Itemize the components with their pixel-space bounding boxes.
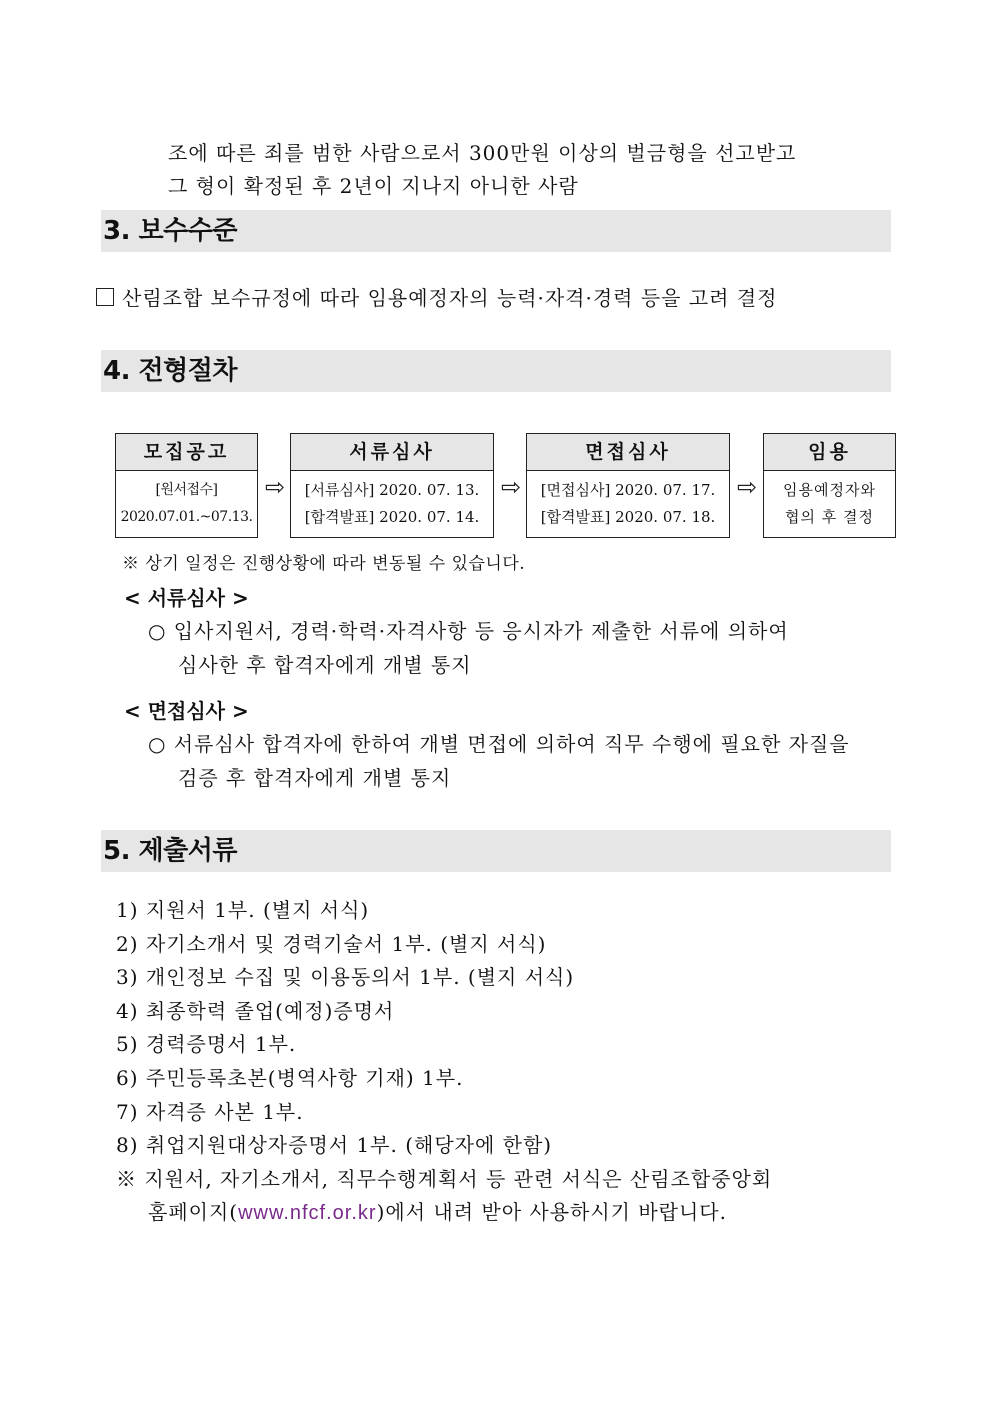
step-interview-line1: [면접심사] 2020. 07. 17.	[540, 481, 716, 499]
step-recruit-line2: 2020.07.01.~07.13.	[120, 509, 253, 525]
list-item: 5) 경력증명서 1부.	[116, 1032, 297, 1057]
step-recruit-box	[115, 433, 258, 538]
arrow-right-icon: ⇨	[737, 473, 758, 501]
doc-review-line-2: 심사한 후 합격자에게 개별 통지	[178, 653, 472, 677]
checkbox-icon	[96, 288, 114, 306]
step-document-box	[290, 433, 494, 538]
list-item: 6) 주민등록초본(병역사항 기재) 1부.	[116, 1065, 464, 1090]
step-document-line2: [합격발표] 2020. 07. 14.	[304, 508, 480, 526]
list-item: 2) 자기소개서 및 경력기술서 1부. (별지 서식)	[116, 931, 547, 956]
schedule-note: ※ 상기 일정은 진행상황에 따라 변동될 수 있습니다.	[122, 554, 526, 574]
list-item: 7) 자격증 사본 1부.	[116, 1099, 304, 1124]
step-interview-box	[526, 433, 730, 538]
step-document-title: 서류심사	[291, 434, 493, 471]
document-list	[116, 894, 772, 1231]
section-3-body	[96, 281, 778, 315]
forms-note-line-1: ※ 지원서, 자기소개서, 직무수행계획서 등 관련 서식은 산림조합중앙회	[116, 1166, 773, 1191]
step-appoint-line2: 협의 후 결정	[785, 508, 874, 526]
section-5-title: 5. 제출서류	[101, 830, 891, 872]
step-recruit-line1: [원서접수]	[155, 482, 218, 498]
forms-note-line-2	[116, 1196, 772, 1231]
list-item: 8) 취업지원대상자증명서 1부. (해당자에 한함)	[116, 1133, 553, 1158]
step-recruit-title: 모집공고	[116, 434, 257, 471]
arrow-right-icon: ⇨	[265, 473, 286, 501]
section-3-text: 산림조합 보수규정에 따라 임용예정자의 능력·자격·경력 등을 고려 결정	[122, 286, 778, 310]
arrow-right-icon: ⇨	[501, 473, 522, 501]
section-4-title: 4. 전형절차	[101, 350, 891, 392]
forms-note-pre: 홈페이지(	[148, 1200, 239, 1225]
interview-heading: < 면접심사 >	[124, 699, 249, 723]
step-appoint-title: 임용	[764, 434, 895, 471]
doc-review-line-1: ○ 입사지원서, 경력·학력·자격사항 등 응시자가 제출한 서류에 의하여	[148, 619, 789, 643]
forms-note-post: )에서 내려 받아 사용하시기 바랍니다.	[376, 1200, 727, 1225]
interview-line-1: ○ 서류심사 합격자에 한하여 개별 면접에 의하여 직무 수행에 필요한 자질을	[148, 732, 850, 756]
interview-line-2: 검증 후 합격자에게 개별 통지	[178, 766, 452, 790]
intro-line-1: 조에 따른 죄를 범한 사람으로서 300만원 이상의 벌금형을 선고받고	[168, 141, 797, 165]
list-item: 1) 지원서 1부. (별지 서식)	[116, 898, 370, 922]
step-interview-line2: [합격발표] 2020. 07. 18.	[540, 508, 716, 526]
homepage-link[interactable]: www.nfcf.or.kr	[238, 1202, 377, 1225]
list-item: 3) 개인정보 수집 및 이용동의서 1부. (별지 서식)	[116, 965, 575, 990]
section-3-title: 3. 보수수준	[101, 210, 891, 252]
step-appoint-box	[763, 433, 896, 538]
list-item: 4) 최종학력 졸업(예정)증명서	[116, 998, 395, 1023]
intro-line-2: 그 형이 확정된 후 2년이 지나지 아니한 사람	[168, 174, 579, 198]
step-interview-title: 면접심사	[527, 434, 729, 471]
doc-review-heading: < 서류심사 >	[124, 586, 249, 610]
step-appoint-line1: 임용예정자와	[783, 481, 876, 499]
step-document-line1: [서류심사] 2020. 07. 13.	[304, 481, 480, 499]
